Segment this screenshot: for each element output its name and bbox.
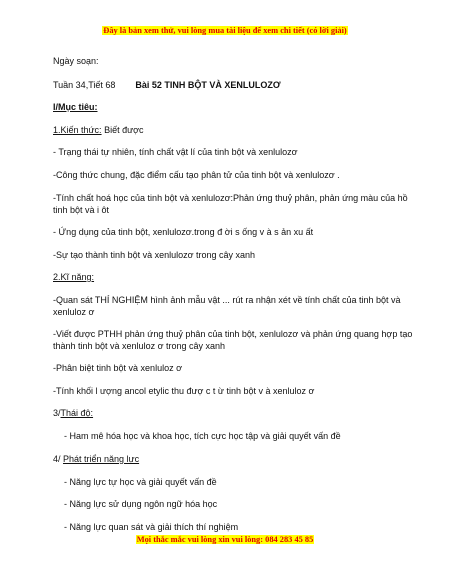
knowledge-item: -Công thức chung, đặc điểm cấu tạo phân tử của tinh bột và xenlulozơ .	[53, 170, 340, 180]
attitude-heading: Thái độ:	[60, 408, 94, 418]
competence-prefix: 4/	[53, 454, 64, 464]
knowledge-heading-line	[53, 124, 413, 136]
competence-heading-line	[53, 453, 413, 465]
date-label: Ngày soạn:	[53, 56, 99, 66]
skills-item: -Quan sát THÍ NGHIỆM hình ảnh mẫu vật ... rút ra nhận xét về tính chất của tinh bột và xenluloz ơ	[53, 295, 401, 317]
attitude-item: - Ham mê hóa học và khoa học, tích cực học tập và giải quyết vấn đề	[64, 431, 341, 441]
knowledge-heading: 1.Kiến thức:	[53, 125, 102, 135]
competence-item: - Năng lực quan sát và giải thích thí nghiệm	[64, 522, 239, 532]
attitude-prefix: 3/	[53, 408, 61, 418]
competence-item: - Năng lực sử dụng ngôn ngữ hóa học	[64, 499, 218, 509]
lesson-header	[53, 79, 413, 91]
competence-item: - Năng lực tự học và giải quyết vấn đề	[64, 477, 217, 487]
objectives-heading: I/Mục tiêu:	[53, 102, 98, 112]
lesson-title: Bài 52 TINH BỘT VÀ XENLULOZƠ	[135, 80, 281, 90]
skills-item: -Phân biệt tinh bột và xenluloz ơ	[53, 363, 182, 373]
knowledge-item: - Trạng thái tự nhiên, tính chất vật lí của tinh bột và xenlulozơ	[53, 147, 298, 157]
competence-heading: Phát triển năng lực	[63, 454, 140, 464]
knowledge-item: - Ứng dụng của tinh bột, xenlulozơ.trong đ ời s ống v à s ản xu ất	[53, 227, 314, 237]
skills-heading: 2.Kĩ năng:	[53, 272, 95, 282]
preview-banner: Đây là bản xem thử, vui lòng mua tài liệu để xem chi tiết (có lời giải)	[103, 26, 347, 35]
knowledge-item: -Sự tạo thành tinh bột và xenlulozơ trong cây xanh	[53, 250, 256, 260]
attitude-heading-line	[53, 407, 413, 419]
knowledge-item: -Tính chất hoá học của tinh bột và xenlulozơ:Phản ứng thuỷ phân, phản ứng màu của hồ tinh bột và i ôt	[53, 193, 408, 215]
week-lesson: Tuần 34,Tiết 68	[53, 80, 116, 90]
skills-item: -Viết được PTHH phản ứng thuỷ phân của tinh bột, xenlulozơ và phản ứng quang hợp tạo thành tinh bột và xenluloz ơ trong cây xanh	[53, 329, 413, 351]
contact-banner: Mọi thắc mắc vui lòng xin vui lòng: 084 283 45 85	[136, 535, 314, 544]
knowledge-heading-suffix: Biết được	[101, 125, 144, 135]
skills-item: -Tính khối l ượng ancol etylic thu đượ c t ừ tinh bột v à xenluloz ơ	[53, 386, 315, 396]
